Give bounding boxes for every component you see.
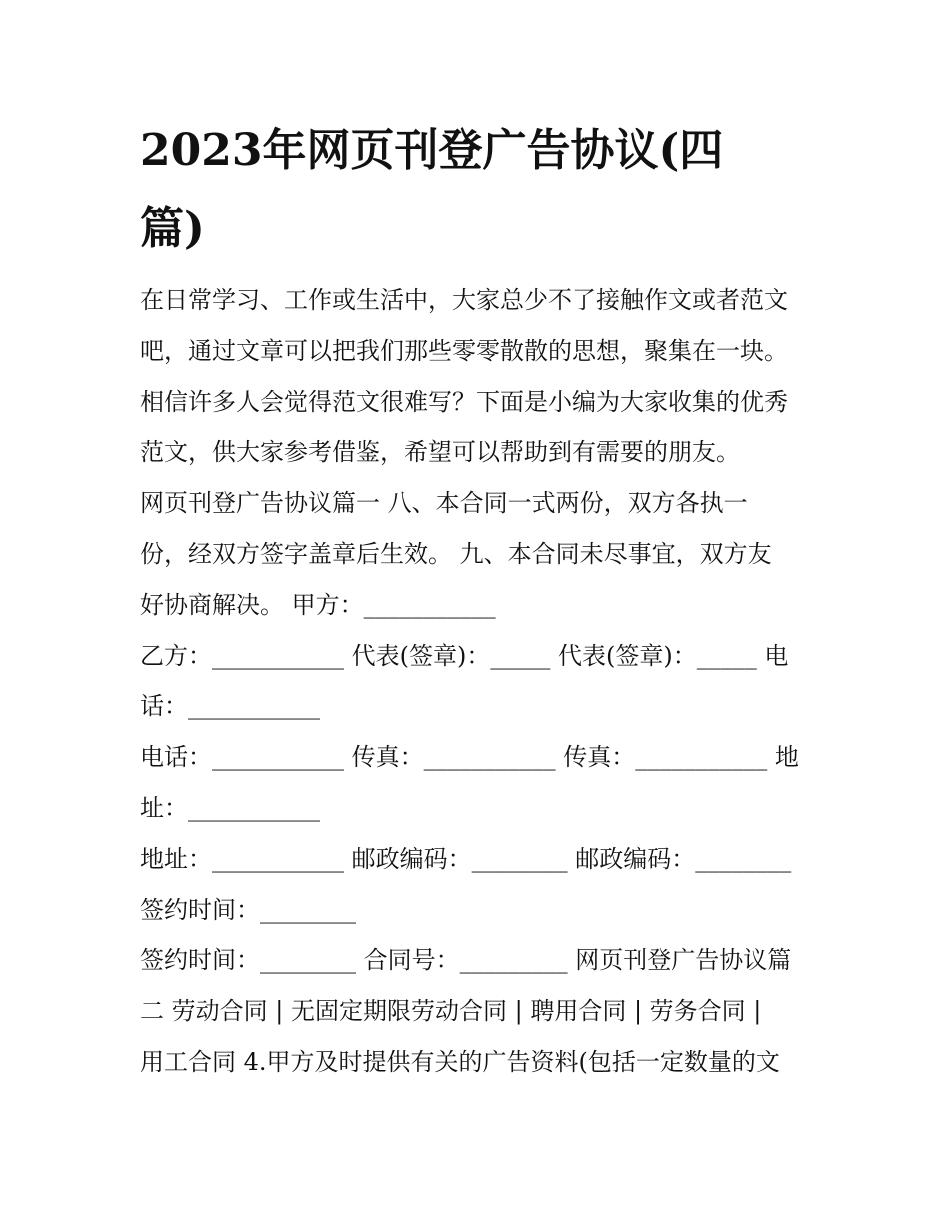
body-line: 址：___________ (140, 793, 320, 822)
body-line: 地址：___________ 邮政编码：________ 邮政编码：________ (140, 844, 792, 873)
body-line: 在日常学习、工作或生活中，大家总少不了接触作文或者范文 (140, 286, 788, 314)
body-line: 电话：___________ 传真：___________ 传真：___________ 地 (140, 743, 799, 772)
title-line: 篇) (140, 203, 205, 254)
body-line: 份，经双方签字盖章后生效。 九、本合同未尽事宜，双方友 (140, 539, 772, 568)
body-line: 吧，通过文章可以把我们那些零零散散的思想，聚集在一块。 (140, 336, 788, 365)
body-line: 好协商解决。 甲方：___________ (140, 590, 496, 619)
body-line: 话：___________ (140, 692, 320, 721)
title-line: 2023年网页刊登广告协议(四 (140, 125, 724, 176)
document-title (140, 112, 820, 268)
document-body (140, 275, 830, 1088)
body-line: 乙方：___________ 代表(签章)：_____ 代表(签章)：_____ 电 (140, 641, 789, 670)
body-line: 范文，供大家参考借鉴，希望可以帮助到有需要的朋友。 (140, 438, 740, 467)
body-line: 网页刊登广告协议篇一 八、本合同一式两份，双方各执一 (140, 489, 748, 518)
body-line: 相信许多人会觉得范文很难写？下面是小编为大家收集的优秀 (140, 387, 788, 416)
body-line: 二 劳动合同 | 无固定期限劳动合同 | 聘用合同 | 劳务合同 | (140, 997, 762, 1026)
body-line: 签约时间：________ 合同号：_________ 网页刊登广告协议篇 (140, 946, 792, 975)
body-line: 用工合同 4.甲方及时提供有关的广告资料(包括一定数量的文 (140, 1047, 780, 1076)
body-line: 签约时间：________ (140, 895, 356, 924)
